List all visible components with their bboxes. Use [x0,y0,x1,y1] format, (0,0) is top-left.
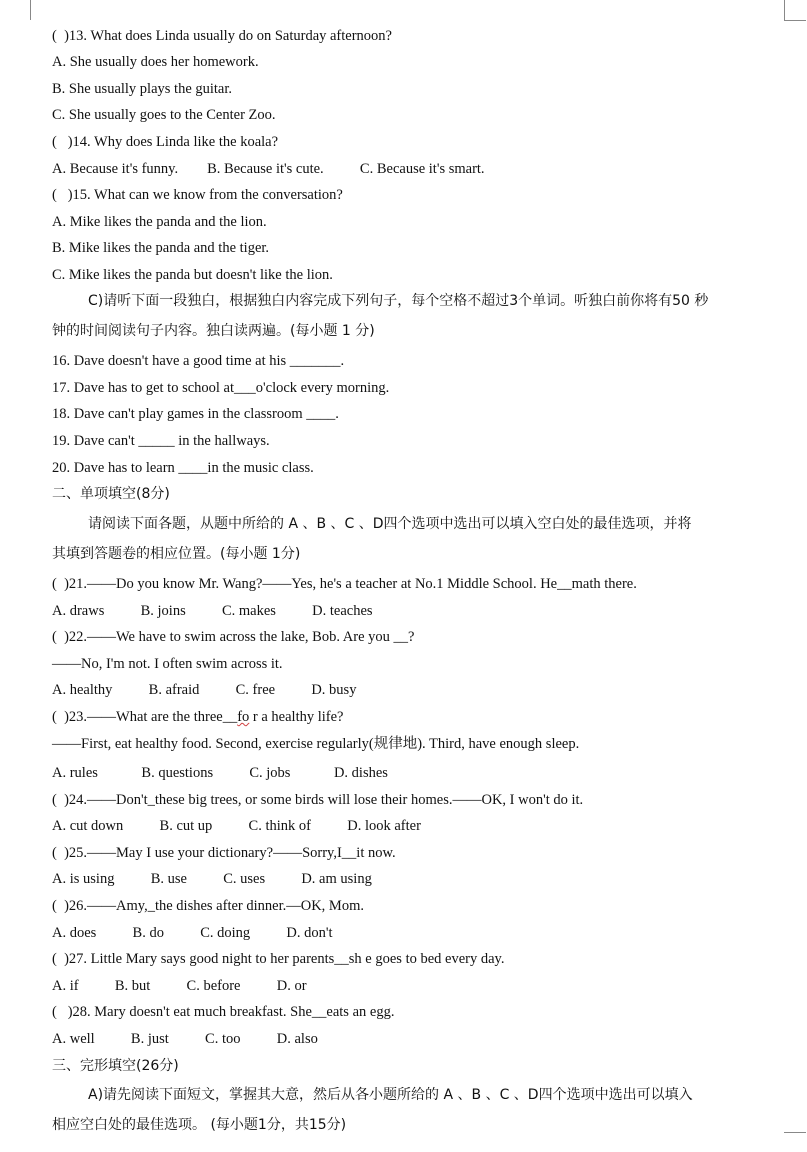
q23-reply: ——First, eat healthy food. Second, exercise regularly(规律地). Third, have enough sleep. [52,736,580,752]
top-left-corner-mark [30,0,31,20]
q27-options: A. if B. but C. before D. or [52,978,307,994]
section-3-instruction-line2: 相应空白处的最佳选项。 (每小题1分，共15分) [52,1117,347,1133]
q24-options: A. cut down B. cut up C. think of D. look after [52,818,421,834]
question-27: ( )27. Little Mary says good night to her parents__sh e goes to bed every day. [52,951,505,967]
q23-text-end: r a healthy life? [249,709,344,725]
question-21: ( )21.——Do you know Mr. Wang?——Yes, he's a teacher at No.1 Middle School. He__math there. [52,576,637,592]
q13-option-a: A. She usually does her homework. [52,54,259,70]
q22-options: A. healthy B. afraid C. free D. busy [52,682,357,698]
q21-options: A. draws B. joins C. makes D. teaches [52,603,373,619]
question-14: ( )14. Why does Linda like the koala? [52,134,279,150]
q15-option-b: B. Mike likes the panda and the tiger. [52,240,270,256]
q15-option-a: A. Mike likes the panda and the lion. [52,214,267,230]
section-3-instruction-line1: A)请先阅读下面短文，掌握其大意，然后从各小题所给的 A 、B 、C 、D四个选项中选出可以填入 [88,1087,693,1103]
q23-options: A. rules B. questions C. jobs D. dishes [52,765,388,781]
section-2-instruction-line2: 其填到答题卷的相应位置。(每小题 1分) [52,546,301,562]
question-16: 16. Dave doesn't have a good time at his _______. [52,353,345,369]
q23-spellcheck-word: fo [237,709,250,725]
q22-reply: ——No, I'm not. I often swim across it. [52,656,283,672]
part-c-instruction-line1: C)请听下面一段独白，根据独白内容完成下列句子，每个空格不超过3个单词。听独白前你将有50 秒 [88,293,709,309]
section-2-heading: 二、单项填空(8分) [52,486,170,502]
bottom-right-corner-mark [784,1132,806,1133]
q14-options: A. Because it's funny. B. Because it's cute. C. Because it's smart. [52,161,485,177]
question-13: ( )13. What does Linda usually do on Saturday afternoon? [52,28,392,44]
q13-option-b: B. She usually plays the guitar. [52,81,233,97]
question-23 [52,708,344,726]
question-17: 17. Dave has to get to school at___o'clock every morning. [52,380,390,396]
question-25: ( )25.——May I use your dictionary?——Sorry,I__it now. [52,845,396,861]
question-26: ( )26.——Amy,_the dishes after dinner.—OK, Mom. [52,898,364,914]
section-3-heading: 三、完形填空(26分) [52,1058,179,1074]
question-18: 18. Dave can't play games in the classroom ____. [52,406,339,422]
question-28: ( )28. Mary doesn't eat much breakfast. She__eats an egg. [52,1004,395,1020]
q28-options: A. well B. just C. too D. also [52,1031,318,1047]
q23-text-start: ( )23.——What are the three__ [52,709,238,725]
part-c-instruction-line2: 钟的时间阅读句子内容。独白读两遍。(每小题 1 分) [52,323,375,339]
question-20: 20. Dave has to learn ____in the music class. [52,460,314,476]
q25-options: A. is using B. use C. uses D. am using [52,871,372,887]
top-right-corner-mark [784,20,806,21]
q15-option-c: C. Mike likes the panda but doesn't like the lion. [52,267,333,283]
question-22: ( )22.——We have to swim across the lake, Bob. Are you __? [52,629,415,645]
q26-options: A. does B. do C. doing D. don't [52,925,333,941]
question-15: ( )15. What can we know from the conversation? [52,187,343,203]
section-2-instruction-line1: 请阅读下面各题，从题中所给的 A 、B 、C 、D四个选项中选出可以填入空白处的最佳选项，并将 [88,516,692,532]
question-24: ( )24.——Don't_these big trees, or some birds will lose their homes.——OK, I won't do it. [52,792,584,808]
question-19: 19. Dave can't _____ in the hallways. [52,433,270,449]
top-right-corner-mark-v [784,0,785,20]
q13-option-c: C. She usually goes to the Center Zoo. [52,107,276,123]
